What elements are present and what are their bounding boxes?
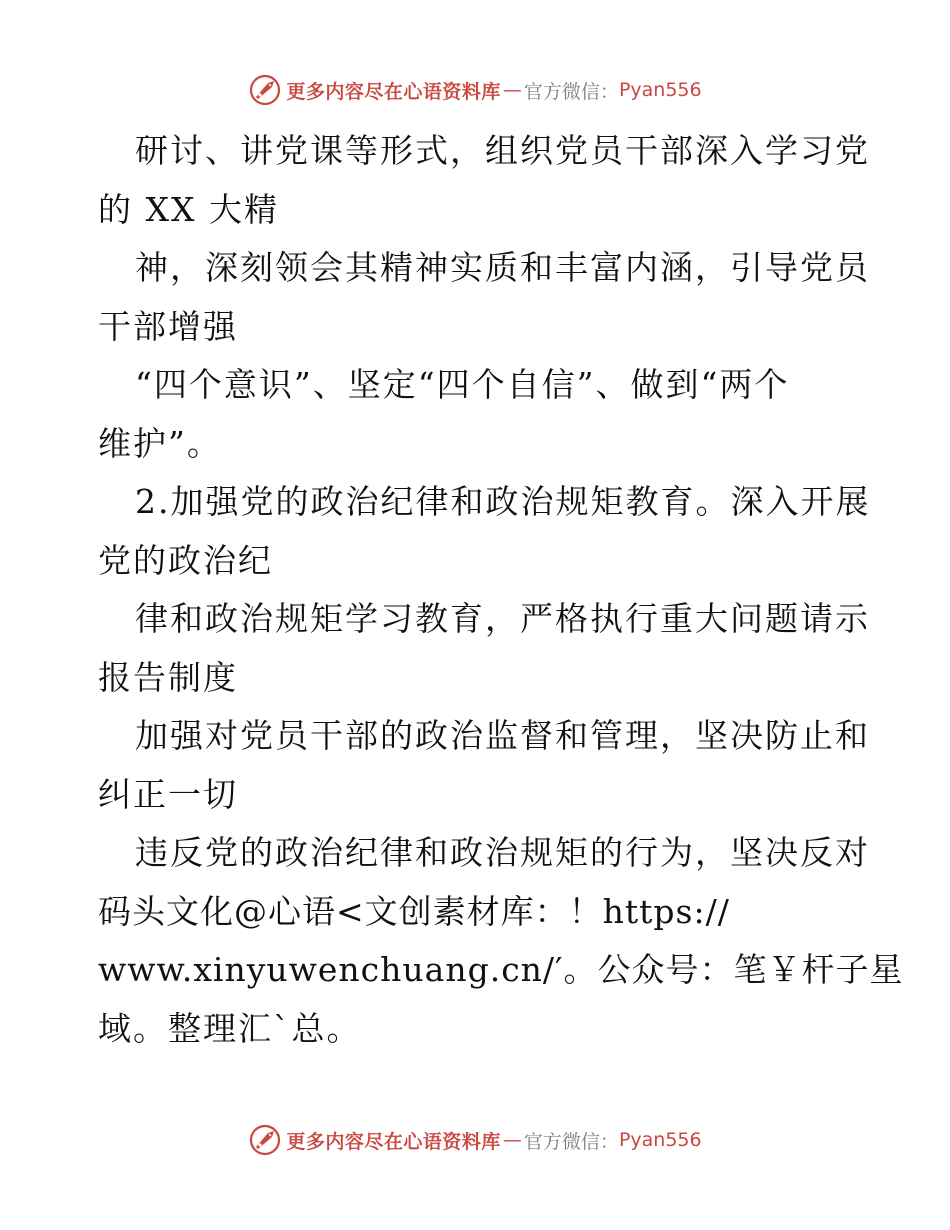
body-line: 2.加强党的政治纪律和政治规矩教育。深入开展 bbox=[135, 482, 871, 521]
body-line: 违反党的政治纪律和政治规矩的行为，坚决反对 bbox=[135, 833, 870, 872]
header-official-label: 官方微信： bbox=[523, 80, 619, 103]
body-line: 维护”。 bbox=[98, 423, 222, 463]
body-line: 律和政治规矩学习教育，严格执行重大问题请示 bbox=[135, 599, 870, 638]
footer-brand-text: 更多内容尽在心语资料库 bbox=[286, 1130, 501, 1153]
body-line: 党的政治纪 bbox=[98, 540, 273, 580]
footer-banner bbox=[0, 1120, 950, 1160]
body-line: 研讨、讲党课等形式，组织党员干部深入学习党 bbox=[135, 131, 870, 170]
body-line: 码头文化@心语<文创素材库：！https:// bbox=[98, 891, 730, 931]
pen-nib-logo-icon bbox=[248, 73, 282, 107]
body-line: 神，深刻领会其精神实质和丰富内涵，引导党员 bbox=[135, 248, 870, 287]
body-line: 加强对党员干部的政治监督和管理，坚决防止和 bbox=[135, 716, 870, 755]
body-line: 域。整理汇`总。 bbox=[98, 1008, 362, 1048]
footer-wechat-id: Pyan556 bbox=[618, 1129, 702, 1151]
header-separator: — bbox=[502, 79, 522, 101]
footer-separator: — bbox=[502, 1129, 522, 1151]
body-line: 的 XX 大精 bbox=[98, 189, 279, 229]
body-line: 干部增强 bbox=[98, 306, 238, 346]
body-line: “四个意识”、坚定“四个自信”、做到“两个 bbox=[135, 365, 790, 404]
body-line: 报告制度 bbox=[98, 657, 238, 697]
body-line: www.xinyuwenchuang.cn/′。公众号：笔￥杆子星 bbox=[98, 950, 904, 989]
body-line: 纠正一切 bbox=[98, 774, 238, 814]
pen-nib-logo-icon bbox=[248, 1123, 282, 1157]
header-banner bbox=[0, 70, 950, 110]
header-brand-text: 更多内容尽在心语资料库 bbox=[286, 80, 501, 103]
footer-official-label: 官方微信： bbox=[523, 1130, 619, 1153]
header-wechat-id: Pyan556 bbox=[618, 79, 702, 101]
document-body bbox=[98, 122, 904, 1058]
